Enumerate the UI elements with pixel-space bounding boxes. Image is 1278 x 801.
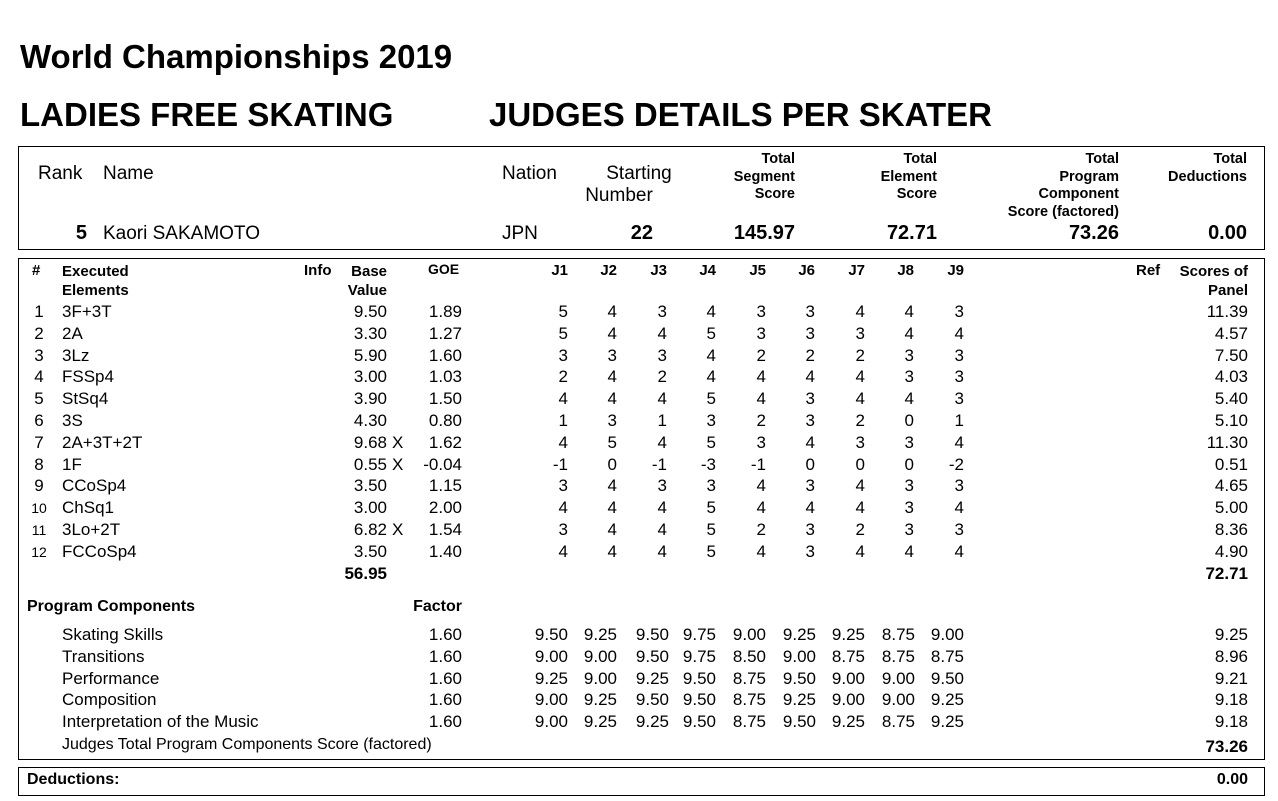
element-judge-score: 3 xyxy=(657,476,667,496)
element-judge-score: 3 xyxy=(805,411,815,430)
element-base-value: 3.00 xyxy=(353,367,387,387)
skater-tss: 145.97 xyxy=(733,222,795,244)
element-name: FSSp4 xyxy=(62,367,114,387)
judge-header-3: J3 xyxy=(650,262,667,279)
element-judge-score: 3 xyxy=(805,520,815,539)
element-judge-score: 4 xyxy=(805,498,815,518)
element-num: 6 xyxy=(34,411,44,430)
element-judge-score: 5 xyxy=(706,432,716,452)
element-judge-score: 0 xyxy=(855,454,865,474)
program-components-title: Program Components xyxy=(27,598,196,615)
element-name: StSq4 xyxy=(62,389,109,409)
element-judge-score: 4 xyxy=(756,476,766,496)
component-judge-score: 9.50 xyxy=(782,712,816,732)
component-factor: 1.60 xyxy=(428,712,462,732)
element-goe: 2.00 xyxy=(428,498,462,518)
component-judge-score: 9.00 xyxy=(881,690,915,710)
component-judge-score: 9.50 xyxy=(635,646,669,666)
event-title: World Championships 2019 xyxy=(20,38,453,75)
element-judge-score: 4 xyxy=(756,541,766,561)
component-name: Skating Skills xyxy=(62,625,164,644)
component-judge-score: 9.25 xyxy=(930,690,964,710)
element-judge-score: 2 xyxy=(855,520,865,539)
element-judge-score: 4 xyxy=(756,498,766,518)
element-judge-score: 4 xyxy=(954,323,964,343)
element-judge-score: 4 xyxy=(855,541,865,561)
element-judge-score: 0 xyxy=(805,454,815,474)
element-panel-score: 8.36 xyxy=(1214,520,1248,539)
component-judge-score: 8.50 xyxy=(732,646,766,666)
component-judge-score: 9.25 xyxy=(930,712,964,732)
component-judge-score: 9.00 xyxy=(583,668,617,688)
elements-total-base: 56.95 xyxy=(344,564,387,583)
element-judge-score: 4 xyxy=(855,389,865,409)
component-judge-score: 8.75 xyxy=(881,625,915,644)
component-judge-score: 9.25 xyxy=(782,690,816,710)
element-base-value: 4.30 xyxy=(353,411,387,430)
element-judge-score: 2 xyxy=(855,411,865,430)
element-judge-score: 4 xyxy=(954,498,964,518)
element-judge-score: 5 xyxy=(706,498,716,518)
element-judge-score: 5 xyxy=(706,389,716,409)
element-num: 11 xyxy=(31,522,47,538)
element-judge-score: 3 xyxy=(954,367,964,387)
element-judge-score: 4 xyxy=(706,302,716,321)
element-base-value: 6.82 xyxy=(353,520,387,539)
element-judge-score: 3 xyxy=(954,345,964,365)
nation-header: Nation xyxy=(502,163,557,184)
element-goe: 1.27 xyxy=(428,323,462,343)
element-judge-score: 4 xyxy=(558,498,568,518)
element-judge-score: 1 xyxy=(558,411,568,430)
element-judge-score: 5 xyxy=(706,541,716,561)
pc-total-score: 73.26 xyxy=(1205,737,1248,756)
element-judge-score: 4 xyxy=(657,323,667,343)
component-judge-score: 9.00 xyxy=(930,625,964,644)
component-judge-score: 8.75 xyxy=(732,690,766,710)
element-judge-score: 2 xyxy=(657,367,667,387)
element-judge-score: 4 xyxy=(607,302,617,321)
element-judge-score: 4 xyxy=(607,389,617,409)
element-judge-score: -1 xyxy=(552,454,568,474)
element-judge-score: 3 xyxy=(954,389,964,409)
element-judge-score: 4 xyxy=(657,389,667,409)
component-judge-score: 9.00 xyxy=(534,712,568,732)
element-panel-score: 4.65 xyxy=(1214,476,1248,496)
info-header: Info xyxy=(304,262,332,279)
element-judge-score: 4 xyxy=(558,432,568,452)
skater-nation: JPN xyxy=(502,223,538,244)
element-name: 2A+3T+2T xyxy=(62,432,143,452)
element-base-value: 3.90 xyxy=(353,389,387,409)
element-info: X xyxy=(392,520,404,539)
element-judge-score: 4 xyxy=(904,323,914,343)
element-judge-score: 4 xyxy=(756,389,766,409)
judge-header-1: J1 xyxy=(551,262,568,279)
element-judge-score: 4 xyxy=(855,498,865,518)
component-judge-score: 9.25 xyxy=(782,625,816,644)
element-judge-score: 4 xyxy=(607,541,617,561)
component-judge-score: 9.00 xyxy=(831,690,865,710)
element-judge-score: 2 xyxy=(756,520,766,539)
component-factor: 1.60 xyxy=(428,625,462,644)
component-judge-score: 9.50 xyxy=(534,625,568,644)
element-base-value: 3.00 xyxy=(353,498,387,518)
component-name: Performance xyxy=(62,668,160,688)
element-panel-score: 4.03 xyxy=(1214,367,1248,387)
element-judge-score: 4 xyxy=(558,389,568,409)
goe-header: GOE xyxy=(428,261,460,277)
element-judge-score: 0 xyxy=(607,454,617,474)
element-judge-score: 1 xyxy=(657,411,667,430)
component-judge-score: 9.25 xyxy=(635,668,669,688)
element-judge-score: 2 xyxy=(805,345,815,365)
ref-header: Ref xyxy=(1136,262,1161,279)
element-judge-score: 4 xyxy=(855,476,865,496)
element-num: 8 xyxy=(34,454,44,474)
starting-header-1: Starting xyxy=(606,163,672,184)
element-judge-score: 3 xyxy=(805,323,815,343)
segment-title: LADIES FREE SKATING xyxy=(20,96,394,133)
element-panel-score: 5.10 xyxy=(1214,411,1248,430)
component-panel-score: 9.25 xyxy=(1214,625,1248,644)
element-judge-score: 4 xyxy=(607,367,617,387)
element-judge-score: 3 xyxy=(954,476,964,496)
element-num: 12 xyxy=(31,543,47,560)
element-judge-score: 4 xyxy=(855,367,865,387)
element-base-value: 5.90 xyxy=(353,345,387,365)
component-judge-score: 9.50 xyxy=(782,668,816,688)
element-info: X xyxy=(392,454,404,474)
pcs-header: Total Program Component Score (factored) xyxy=(1007,151,1119,220)
element-judge-score: 3 xyxy=(855,432,865,452)
element-name: 3Lz xyxy=(62,345,90,365)
element-base-value: 0.55 xyxy=(353,454,387,474)
element-base-value: 3.30 xyxy=(353,323,387,343)
component-panel-score: 9.18 xyxy=(1214,712,1248,732)
name-header: Name xyxy=(103,163,154,184)
element-judge-score: 3 xyxy=(904,345,914,365)
element-goe: 1.60 xyxy=(428,345,462,365)
judge-header-5: J5 xyxy=(749,262,766,279)
component-judge-score: 8.75 xyxy=(881,646,915,666)
element-judge-score: 3 xyxy=(558,345,568,365)
element-panel-score: 5.00 xyxy=(1214,498,1248,518)
component-judge-score: 8.75 xyxy=(881,712,915,732)
component-judge-score: 9.00 xyxy=(782,646,816,666)
element-judge-score: 3 xyxy=(904,432,914,452)
element-goe: 1.62 xyxy=(428,432,462,452)
num-header: # xyxy=(32,262,41,279)
component-judge-score: 9.25 xyxy=(831,625,865,644)
skater-rank: 5 xyxy=(75,222,87,244)
element-judge-score: 3 xyxy=(657,302,667,321)
elements-total-score: 72.71 xyxy=(1205,564,1248,583)
element-num: 9 xyxy=(34,476,44,496)
skater-tes: 72.71 xyxy=(886,222,937,244)
element-judge-score: 5 xyxy=(607,432,617,452)
component-factor: 1.60 xyxy=(428,690,462,710)
base-value-header: Base Value xyxy=(347,263,387,299)
element-judge-score: 3 xyxy=(706,476,716,496)
element-goe: 1.40 xyxy=(428,541,462,561)
element-goe: -0.04 xyxy=(423,454,462,474)
component-judge-score: 9.00 xyxy=(831,668,865,688)
deductions-value: 0.00 xyxy=(1216,771,1248,788)
component-judge-score: 9.50 xyxy=(682,668,716,688)
component-judge-score: 9.50 xyxy=(682,690,716,710)
element-judge-score: 5 xyxy=(706,520,716,539)
element-num: 3 xyxy=(34,345,44,365)
element-judge-score: 5 xyxy=(558,302,568,321)
element-judge-score: 3 xyxy=(954,520,964,539)
element-judge-score: 2 xyxy=(558,367,568,387)
skater-summary-box xyxy=(18,146,1265,250)
element-name: 3S xyxy=(62,411,83,430)
skater-deductions: 0.00 xyxy=(1208,222,1247,244)
element-judge-score: 3 xyxy=(805,389,815,409)
element-judge-score: 4 xyxy=(657,541,667,561)
element-judge-score: 3 xyxy=(607,411,617,430)
component-judge-score: 8.75 xyxy=(831,646,865,666)
element-name: 2A xyxy=(62,323,83,343)
element-judge-score: 3 xyxy=(607,345,617,365)
pc-total-label: Judges Total Program Components Score (factored) xyxy=(62,736,432,753)
component-panel-score: 8.96 xyxy=(1214,646,1248,666)
element-name: ChSq1 xyxy=(62,498,114,518)
element-goe: 1.54 xyxy=(428,520,462,539)
scores-of-panel-header: Scores of Panel xyxy=(1179,263,1248,299)
component-judge-score: 9.00 xyxy=(881,668,915,688)
element-panel-score: 11.30 xyxy=(1206,432,1248,452)
element-panel-score: 0.51 xyxy=(1214,454,1248,474)
component-judge-score: 9.75 xyxy=(682,625,716,644)
element-judge-score: 3 xyxy=(805,302,815,321)
element-judge-score: 3 xyxy=(954,302,964,321)
element-judge-score: 3 xyxy=(805,541,815,561)
element-judge-score: 4 xyxy=(657,498,667,518)
judge-header-9: J9 xyxy=(947,262,964,279)
element-panel-score: 4.90 xyxy=(1214,541,1248,561)
element-judge-score: 5 xyxy=(706,323,716,343)
element-judge-score: 3 xyxy=(805,476,815,496)
component-name: Composition xyxy=(62,690,157,710)
element-judge-score: 3 xyxy=(904,367,914,387)
element-judge-score: 3 xyxy=(706,411,716,430)
element-judge-score: 4 xyxy=(607,476,617,496)
element-panel-score: 11.39 xyxy=(1206,302,1248,321)
element-judge-score: 4 xyxy=(756,367,766,387)
starting-header-2: Number xyxy=(585,185,653,206)
skater-pcs: 73.26 xyxy=(1068,222,1119,244)
element-judge-score: 4 xyxy=(904,541,914,561)
component-judge-score: 9.00 xyxy=(534,690,568,710)
element-goe: 1.15 xyxy=(428,476,462,496)
element-judge-score: 4 xyxy=(805,367,815,387)
element-judge-score: 2 xyxy=(855,345,865,365)
element-judge-score: 4 xyxy=(904,302,914,321)
element-judge-score: 4 xyxy=(706,345,716,365)
element-judge-score: 3 xyxy=(657,345,667,365)
component-judge-score: 9.50 xyxy=(635,625,669,644)
element-judge-score: 3 xyxy=(558,520,568,539)
judge-header-2: J2 xyxy=(600,262,617,279)
element-judge-score: 3 xyxy=(904,520,914,539)
element-judge-score: 4 xyxy=(657,432,667,452)
element-name: 3F+3T xyxy=(62,302,112,321)
element-judge-score: -3 xyxy=(700,454,716,474)
element-judge-score: 0 xyxy=(904,411,914,430)
element-goe: 1.03 xyxy=(428,367,462,387)
component-name: Transitions xyxy=(62,646,145,666)
element-judge-score: 4 xyxy=(657,520,667,539)
factor-header: Factor xyxy=(413,598,462,615)
tes-header: Total Element Score xyxy=(880,151,937,202)
component-judge-score: 9.25 xyxy=(831,712,865,732)
element-num: 10 xyxy=(31,500,47,517)
component-judge-score: 9.25 xyxy=(583,712,617,732)
element-judge-score: 4 xyxy=(954,541,964,561)
rank-header: Rank xyxy=(38,163,83,184)
element-base-value: 9.68 xyxy=(353,432,387,452)
element-num: 5 xyxy=(34,389,44,409)
component-judge-score: 9.25 xyxy=(635,712,669,732)
element-num: 1 xyxy=(34,302,44,321)
element-judge-score: 3 xyxy=(855,323,865,343)
element-panel-score: 7.50 xyxy=(1214,345,1248,365)
component-judge-score: 9.25 xyxy=(583,625,617,644)
element-num: 2 xyxy=(34,323,44,343)
judge-header-6: J6 xyxy=(798,262,815,279)
element-judge-score: 3 xyxy=(756,432,766,452)
component-factor: 1.60 xyxy=(428,646,462,666)
component-name: Interpretation of the Music xyxy=(62,712,259,732)
judge-header-8: J8 xyxy=(897,262,914,279)
element-goe: 1.50 xyxy=(428,389,462,409)
component-factor: 1.60 xyxy=(428,668,462,688)
element-judge-score: 4 xyxy=(558,541,568,561)
element-num: 7 xyxy=(34,432,44,452)
element-judge-score: 3 xyxy=(904,476,914,496)
executed-elements-header: Executed Elements xyxy=(62,263,129,299)
component-judge-score: 8.75 xyxy=(930,646,964,666)
deductions-label: Deductions: xyxy=(27,771,120,788)
report-title: JUDGES DETAILS PER SKATER xyxy=(489,96,993,133)
tss-header: Total Segment Score xyxy=(733,151,795,202)
component-judge-score: 9.50 xyxy=(930,668,964,688)
element-judge-score: 3 xyxy=(756,323,766,343)
element-base-value: 9.50 xyxy=(353,302,387,321)
element-judge-score: -1 xyxy=(651,454,667,474)
element-judge-score: -1 xyxy=(750,454,766,474)
component-judge-score: 9.25 xyxy=(534,668,568,688)
element-num: 4 xyxy=(34,367,44,387)
element-judge-score: 3 xyxy=(904,498,914,518)
element-judge-score: 2 xyxy=(756,411,766,430)
element-name: FCCoSp4 xyxy=(62,541,137,561)
element-goe: 0.80 xyxy=(428,411,462,430)
element-judge-score: 4 xyxy=(855,302,865,321)
element-base-value: 3.50 xyxy=(353,476,387,496)
element-judge-score: -2 xyxy=(948,454,964,474)
element-judge-score: 4 xyxy=(607,498,617,518)
judge-header-7: J7 xyxy=(848,262,865,279)
component-judge-score: 9.50 xyxy=(682,712,716,732)
element-judge-score: 4 xyxy=(805,432,815,452)
component-judge-score: 9.00 xyxy=(583,646,617,666)
element-judge-score: 1 xyxy=(954,411,964,430)
skater-starting-number: 22 xyxy=(630,222,653,244)
element-base-value: 3.50 xyxy=(353,541,387,561)
element-name: 3Lo+2T xyxy=(62,520,121,539)
element-judge-score: 4 xyxy=(607,323,617,343)
element-judge-score: 4 xyxy=(607,520,617,539)
component-judge-score: 8.75 xyxy=(732,668,766,688)
element-judge-score: 3 xyxy=(756,302,766,321)
element-judge-score: 5 xyxy=(558,323,568,343)
element-judge-score: 4 xyxy=(706,367,716,387)
component-judge-score: 9.50 xyxy=(635,690,669,710)
component-judge-score: 9.00 xyxy=(534,646,568,666)
element-judge-score: 0 xyxy=(904,454,914,474)
component-judge-score: 8.75 xyxy=(732,712,766,732)
element-goe: 1.89 xyxy=(428,302,462,321)
element-judge-score: 3 xyxy=(558,476,568,496)
component-panel-score: 9.18 xyxy=(1214,690,1248,710)
deductions-box xyxy=(18,767,1265,796)
skater-name: Kaori SAKAMOTO xyxy=(103,223,260,244)
element-info: X xyxy=(392,432,404,452)
judge-header-4: J4 xyxy=(699,262,716,279)
component-judge-score: 9.00 xyxy=(732,625,766,644)
element-panel-score: 4.57 xyxy=(1214,323,1248,343)
element-panel-score: 5.40 xyxy=(1214,389,1248,409)
deductions-header: Total Deductions xyxy=(1168,151,1247,185)
element-name: 1F xyxy=(62,454,82,474)
component-judge-score: 9.25 xyxy=(583,690,617,710)
element-judge-score: 4 xyxy=(904,389,914,409)
element-judge-score: 2 xyxy=(756,345,766,365)
component-judge-score: 9.75 xyxy=(682,646,716,666)
element-name: CCoSp4 xyxy=(62,476,127,496)
component-panel-score: 9.21 xyxy=(1214,668,1248,688)
element-judge-score: 4 xyxy=(954,432,964,452)
